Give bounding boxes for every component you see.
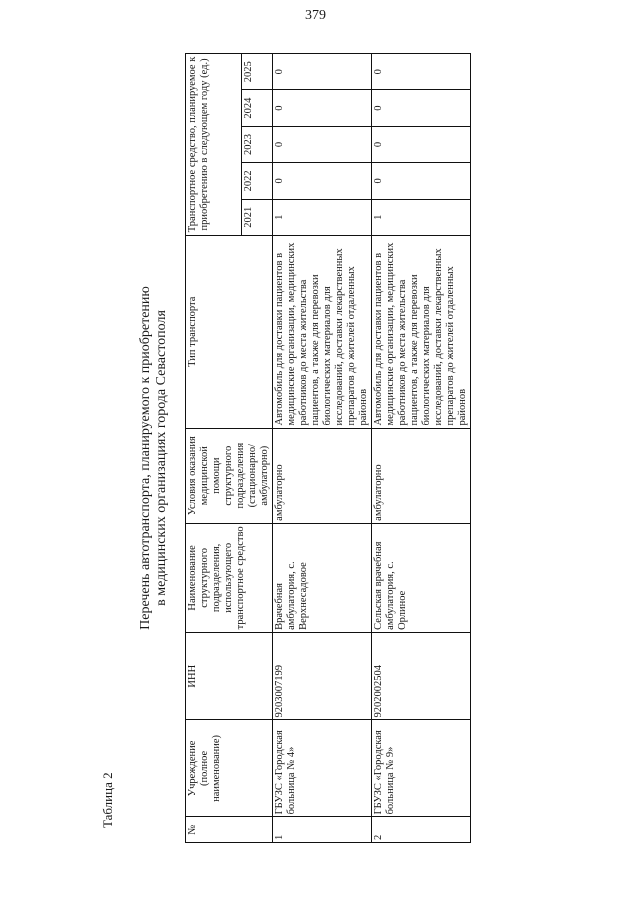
cell-2024: 0	[372, 90, 471, 126]
cell-conditions: амбулаторно	[372, 428, 471, 523]
cell-conditions: амбулаторно	[273, 428, 372, 523]
cell-2025: 0	[372, 54, 471, 90]
header-type: Тип транспорта	[186, 235, 273, 428]
transport-table-wrapper	[185, 53, 471, 843]
cell-type: Автомобиль для доставки пациентов в медицинские организации, медицинских работников до места жительства пациентов, а также для перевозки биологических материалов для исследований, доставки лекарственных препаратов до жителей отдаленных районов	[273, 235, 372, 428]
cell-2021: 1	[273, 199, 372, 235]
cell-institution: ГБУЗС «Городская больница № 9»	[372, 720, 471, 817]
header-year-2023: 2023	[241, 126, 272, 162]
rotated-page-content	[80, 48, 560, 848]
header-year-2022: 2022	[241, 163, 272, 199]
header-institution: Учреждение (полное наименование)	[186, 720, 273, 817]
title-line-2: в медицинских организациях города Севастополя	[154, 310, 169, 606]
cell-2025: 0	[273, 54, 372, 90]
cell-2022: 0	[372, 163, 471, 199]
header-plan: Транспортное средство, планируемое к приобретению в следующем году (ед.)	[186, 54, 242, 236]
cell-2022: 0	[273, 163, 372, 199]
cell-2023: 0	[273, 126, 372, 162]
title-line-1: Перечень автотранспорта, планируемого к приобретению	[138, 286, 153, 630]
cell-type: Автомобиль для доставки пациентов в медицинские организации, медицинских работников до места жительства пациентов, а также для перевозки биологических материалов для исследований, доставки лекарственных препаратов до жителей отдаленных районов	[372, 235, 471, 428]
cell-num: 2	[372, 817, 471, 843]
cell-2024: 0	[273, 90, 372, 126]
header-year-2024: 2024	[241, 90, 272, 126]
header-num: №	[186, 817, 273, 843]
table-caption: Таблица 2	[100, 772, 115, 828]
document-title	[138, 148, 170, 768]
header-conditions: Условия оказания медицинской помощи структурного подразделения (стационарно/амбулаторно)	[186, 428, 273, 523]
table-row	[273, 54, 372, 843]
header-year-2021: 2021	[241, 199, 272, 235]
transport-table	[185, 53, 471, 843]
cell-inn: 9203007199	[273, 632, 372, 720]
cell-unit: Врачебная амбулатория, с. Верхнесадовое	[273, 523, 372, 632]
cell-2021: 1	[372, 199, 471, 235]
table-row	[372, 54, 471, 843]
page-number: 379	[305, 8, 326, 23]
cell-unit: Сельская врачебная амбулатория, с. Орлиное	[372, 523, 471, 632]
header-inn: ИНН	[186, 632, 273, 720]
cell-num: 1	[273, 817, 372, 843]
cell-institution: ГБУЗС «Городская больница № 4»	[273, 720, 372, 817]
cell-2023: 0	[372, 126, 471, 162]
header-year-2025: 2025	[241, 54, 272, 90]
header-unit: Наименование структурного подразделения, использующего транспортное средство	[186, 523, 273, 632]
cell-inn: 9202002504	[372, 632, 471, 720]
